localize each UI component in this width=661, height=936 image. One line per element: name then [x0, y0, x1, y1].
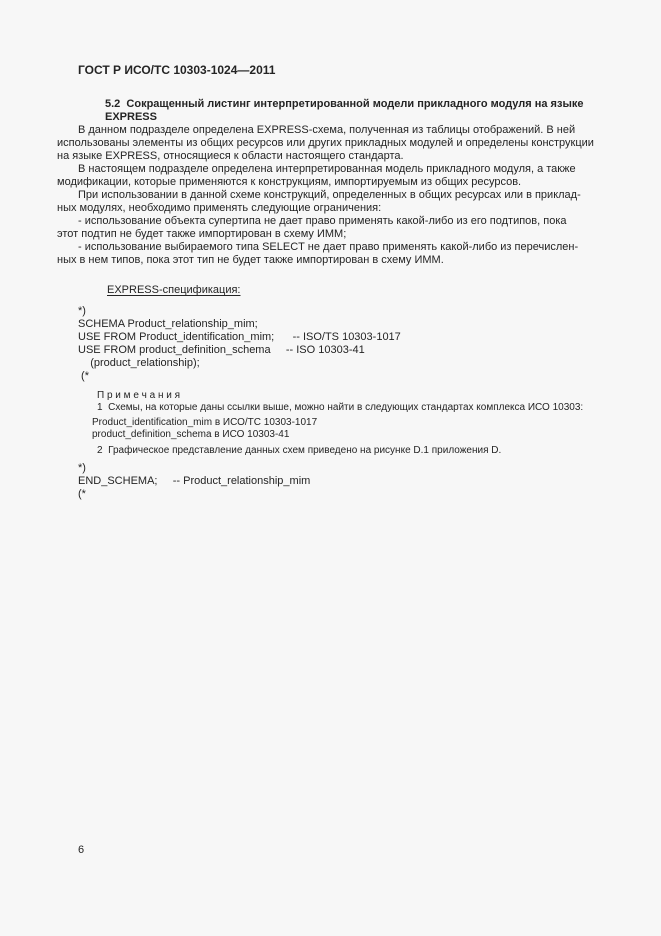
running-header: ГОСТ Р ИСО/ТС 10303-1024—2011 [78, 63, 276, 77]
note-schema-reference: product_definition_schema в ИСО 10303-41 [92, 429, 290, 440]
bullet-line: - использование объекта супертипа не дает право применять какой-либо из его подтипов, пока [78, 215, 567, 227]
paragraph-line: В данном подразделе определена EXPRESS-схема, полученная из таблицы отображений. В ней [78, 124, 576, 136]
bullet-line: этот подтип не будет также импортирован в схему ИММ; [57, 228, 347, 240]
paragraph [57, 163, 632, 189]
paragraph-line: использованы элементы из общих ресурсов или других прикладных модулей и определены конструкции [57, 137, 594, 149]
paragraph-line: При использовании в данной схеме конструкций, определенных в общих ресурсах или в приклад- [78, 189, 581, 201]
express-code-block [78, 305, 632, 383]
page-number: 6 [78, 844, 85, 856]
code-line: *) [78, 305, 86, 317]
paragraph [57, 124, 632, 163]
paragraph-line: В настоящем подразделе определена интерпретированная модель прикладного модуля, а также [78, 163, 576, 175]
code-line: USE FROM Product_identification_mim; -- ISO/TS 10303-1017 [78, 331, 401, 343]
paragraph-line: модификации, которые применяются к конструкциям, импортируемым из общих ресурсов. [57, 176, 522, 188]
code-line: END_SCHEMA; -- Product_relationship_mim [78, 475, 311, 487]
code-line: (* [78, 488, 86, 500]
notes-label: П р и м е ч а н и я [97, 390, 181, 401]
note-line: 1 Схемы, на которые даны ссылки выше, можно найти в следующих стандартах комплекса ИСО 10303: [97, 402, 584, 413]
note-line: 2 Графическое представление данных схем приведено на рисунке D.1 приложения D. [97, 445, 502, 456]
bullet-paragraph [57, 241, 632, 267]
code-line: SCHEMA Product_relationship_mim; [78, 318, 258, 330]
paragraph-line: ных модулях, необходимо применять следующие ограничения: [57, 202, 382, 214]
code-line: *) [78, 462, 86, 474]
express-code-end-block [78, 462, 632, 501]
bullet-line: - использование выбираемого типа SELECT не дает право применять какой-либо из перечислен- [78, 241, 579, 253]
page-content [57, 64, 632, 501]
note-schema-reference: Product_identification_mim в ИСО/ТС 10303-1017 [92, 417, 318, 428]
section-heading [105, 98, 632, 124]
express-spec-label: EXPRESS-спецификация: [107, 284, 241, 296]
section-heading-line: 5.2 Сокращенный листинг интерпретированной модели прикладного модуля на языке [105, 98, 584, 110]
code-line: USE FROM product_definition_schema -- ISO 10303-41 [78, 344, 365, 356]
notes-block [92, 390, 632, 457]
bullet-paragraph [57, 215, 632, 241]
paragraph-line: на языке EXPRESS, относящиеся к области настоящего стандарта. [57, 150, 404, 162]
code-line: (* [78, 370, 89, 382]
paragraph [57, 189, 632, 215]
bullet-line: ных в нем типов, пока этот тип не будет также импортирован в схему ИММ. [57, 254, 444, 266]
code-line: (product_relationship); [78, 357, 200, 369]
section-heading-line: EXPRESS [105, 111, 157, 123]
